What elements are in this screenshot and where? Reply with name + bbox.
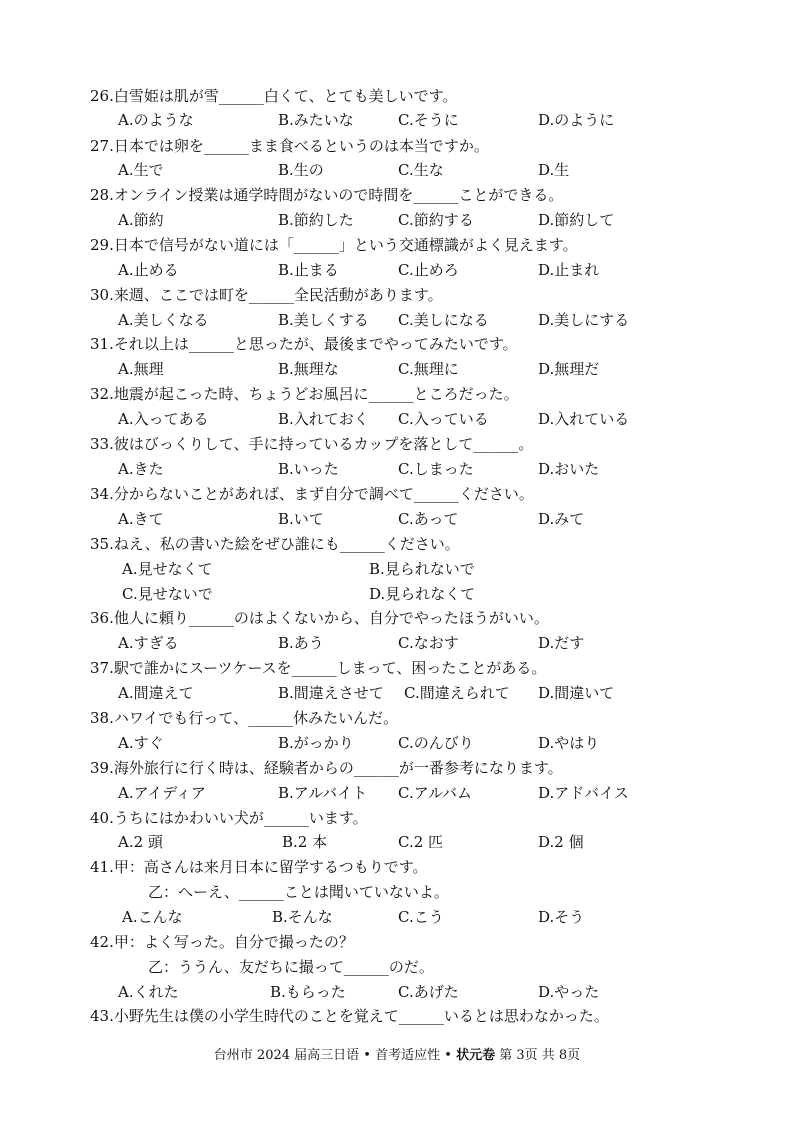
dialog-text: ことは聞いていないよ。 (283, 883, 449, 901)
answer-option[interactable]: D.だす (538, 634, 585, 652)
answer-option[interactable]: B.みたいな (278, 111, 354, 129)
question-text: 地震が起こった時、ちょうどお風呂に (113, 385, 369, 403)
question-number: 26. (90, 87, 114, 105)
answer-option[interactable]: A.見せなくて (122, 560, 213, 578)
answer-option[interactable]: C.しまった (398, 460, 474, 478)
answer-option[interactable]: A.こんな (122, 908, 183, 926)
answer-option[interactable]: B.生の (278, 161, 324, 179)
blank: ______ (248, 286, 294, 304)
options-row (0, 584, 794, 604)
options-row (0, 509, 794, 529)
footer-page-info: 第 3页 共 8页 (499, 1048, 581, 1063)
blank: ______ (203, 137, 249, 155)
question-text: と思ったが、最後までやってみたいです。 (233, 335, 518, 353)
answer-option[interactable]: A.止める (118, 261, 179, 279)
options-row (0, 907, 794, 927)
answer-option[interactable]: B.無理な (278, 360, 339, 378)
blank: ______ (238, 883, 284, 901)
question-text: しまって、困ったことがある。 (336, 659, 547, 677)
options-row (0, 110, 794, 130)
blank: ______ (339, 535, 385, 553)
question-text: ハワイでも行って、 (113, 709, 249, 727)
answer-option[interactable]: D.アドバイス (538, 784, 629, 802)
question-number: 32. (90, 385, 114, 403)
answer-option[interactable]: C.こう (398, 908, 444, 926)
answer-option[interactable]: B.節約した (278, 211, 354, 229)
footer-prefix: 台州市 2024 届高三日语 (213, 1048, 360, 1063)
answer-option[interactable]: D.やった (538, 983, 600, 1001)
footer-middle: 首考适应性 (375, 1048, 441, 1063)
page-footer (0, 1047, 794, 1065)
question-text: ください。 (458, 485, 534, 503)
question-text: 」という交通標識がよく見えます。 (338, 236, 578, 254)
answer-option[interactable]: D.無理だ (538, 360, 600, 378)
question-number: 31. (90, 335, 114, 353)
dialog-line (148, 882, 449, 902)
options-row (0, 359, 794, 379)
options-row (0, 733, 794, 753)
answer-option[interactable]: A.間違えて (118, 684, 194, 702)
question-33 (90, 434, 533, 454)
dialog-line (148, 957, 434, 977)
blank: ______ (248, 709, 294, 727)
answer-option[interactable]: B.止まる (278, 261, 339, 279)
answer-option[interactable]: B.そんな (272, 908, 333, 926)
options-row (0, 982, 794, 1002)
answer-option[interactable]: D.見られなくて (369, 585, 476, 603)
dialog-text: 乙：へーえ、 (148, 883, 239, 901)
answer-option[interactable]: A.きた (118, 460, 164, 478)
question-30 (90, 285, 443, 305)
question-number: 38. (90, 709, 114, 727)
question-text: うちにはかわいい犬が (113, 809, 264, 827)
question-32 (90, 384, 519, 404)
blank: ______ (353, 759, 399, 777)
answer-option[interactable]: A.美しくなる (118, 311, 209, 329)
answer-option[interactable]: D.止まれ (538, 261, 600, 279)
question-text: オンライン授業は通学時間がないので時間を (113, 186, 414, 204)
answer-option[interactable]: B.2 本 (282, 833, 328, 851)
answer-option[interactable]: C.見せないで (122, 585, 213, 603)
question-text: それ以上は (113, 335, 189, 353)
question-41 (90, 857, 428, 877)
question-number: 42. (90, 933, 114, 951)
blank: ______ (263, 809, 309, 827)
options-row (0, 559, 794, 579)
blank: ______ (188, 609, 234, 627)
answer-option[interactable]: A.生で (118, 161, 164, 179)
question-number: 29. (90, 236, 114, 254)
answer-option[interactable]: B.もらった (270, 983, 346, 1001)
question-text: 海外旅行に行く時は、経験者からの (113, 759, 354, 777)
answer-option[interactable]: A.のような (118, 111, 194, 129)
question-number: 36. (90, 609, 114, 627)
options-row (0, 310, 794, 330)
answer-option[interactable]: B.入れておく (278, 410, 369, 428)
answer-option[interactable]: D.美しにする (538, 311, 630, 329)
answer-option[interactable]: D.節約して (538, 211, 615, 229)
answer-option[interactable]: D.おいた (538, 460, 600, 478)
question-27 (90, 136, 489, 156)
question-number: 28. (90, 186, 114, 204)
footer-separator: • (444, 1048, 452, 1063)
dialog-text: のだ。 (388, 958, 434, 976)
footer-separator: • (363, 1048, 371, 1063)
question-number: 39. (90, 759, 114, 777)
blank: ______ (413, 186, 459, 204)
answer-option[interactable]: B.がっかり (278, 734, 354, 752)
question-text: 甲：高さんは来月日本に留学するつもりです。 (113, 858, 428, 876)
answer-option[interactable]: C.美しになる (398, 311, 489, 329)
question-43 (90, 1006, 609, 1026)
answer-option[interactable]: C.2 匹 (398, 833, 444, 851)
answer-option[interactable]: D.生 (538, 161, 570, 179)
answer-option[interactable]: B.いて (278, 510, 324, 528)
answer-option[interactable]: B.いった (278, 460, 339, 478)
question-number: 33. (90, 435, 114, 453)
options-row (0, 633, 794, 653)
answer-option[interactable]: D.みて (538, 510, 585, 528)
question-number: 35. (90, 535, 114, 553)
answer-option[interactable]: C.無理に (398, 360, 459, 378)
options-row (0, 409, 794, 429)
answer-option[interactable]: D.のように (538, 111, 615, 129)
question-37 (90, 658, 546, 678)
answer-option[interactable]: D.2 個 (538, 833, 584, 851)
question-36 (90, 608, 549, 628)
answer-option[interactable]: C.間違えられて (404, 684, 510, 702)
answer-option[interactable]: B.美しくする (278, 311, 369, 329)
answer-option[interactable]: C.あげた (398, 983, 459, 1001)
question-text: が一番参考になります。 (398, 759, 563, 777)
question-26 (90, 86, 457, 106)
answer-option[interactable]: D.そう (538, 908, 585, 926)
question-text: 小野先生は僕の小学生時代のことを覚えて (113, 1007, 399, 1025)
question-text: 休みたいんだ。 (293, 709, 399, 727)
answer-option[interactable]: C.生な (398, 161, 444, 179)
question-40 (90, 808, 368, 828)
blank: ______ (343, 958, 389, 976)
question-text: いるとは思わなかった。 (443, 1007, 609, 1025)
answer-option[interactable]: A.きて (118, 510, 164, 528)
question-text: のはよくないから、自分でやったほうがいい。 (233, 609, 549, 627)
options-row (0, 260, 794, 280)
question-text: まま食べるというのは本当ですか。 (248, 137, 489, 155)
question-29 (90, 235, 578, 255)
options-row (0, 160, 794, 180)
blank: ______ (188, 335, 234, 353)
blank: ______ (218, 87, 264, 105)
blank: ______ (413, 485, 459, 503)
question-text: ねえ、私の書いた絵をぜひ誰にも (113, 535, 340, 553)
question-text: ところだった。 (413, 385, 519, 403)
answer-option[interactable]: A.節約 (118, 211, 164, 229)
question-number: 30. (90, 286, 114, 304)
question-31 (90, 334, 518, 354)
question-text: 白雪姫は肌が雪 (113, 87, 219, 105)
question-35 (90, 534, 460, 554)
options-row (0, 832, 794, 852)
answer-option[interactable]: D.やはり (538, 734, 600, 752)
question-34 (90, 484, 534, 504)
answer-option[interactable]: C.あって (398, 510, 459, 528)
answer-option[interactable]: B.見られないで (369, 560, 475, 578)
question-text: 日本では卵を (113, 137, 204, 155)
question-text: 甲：よく写った。自分で撮ったの？ (113, 933, 354, 951)
blank: ______ (293, 236, 339, 254)
question-text: 駅で誰かにスーツケースを (113, 659, 292, 677)
question-number: 43. (90, 1007, 114, 1025)
options-row (0, 210, 794, 230)
answer-option[interactable]: C.入っている (398, 410, 489, 428)
options-row (0, 683, 794, 703)
question-38 (90, 708, 398, 728)
question-text: います。 (308, 809, 368, 827)
answer-option[interactable]: A.くれた (118, 983, 179, 1001)
question-39 (90, 758, 563, 778)
answer-option[interactable]: C.アルバム (398, 784, 473, 802)
answer-option[interactable]: A.無理 (118, 360, 164, 378)
question-text: 分からないことがあれば、まず自分で調べて (113, 485, 414, 503)
answer-option[interactable]: C.のんびり (398, 734, 474, 752)
footer-brand: 状元卷 (456, 1048, 496, 1063)
answer-option[interactable]: A.アイディア (118, 784, 207, 802)
blank: ______ (368, 385, 414, 403)
question-text: 白くて、とても美しいです。 (263, 87, 458, 105)
blank: ______ (473, 435, 519, 453)
question-text: 日本で信号がない道には「 (113, 236, 294, 254)
question-text: 全民活動があります。 (293, 286, 443, 304)
answer-option[interactable]: D.入れている (538, 410, 630, 428)
answer-option[interactable]: C.止めろ (398, 261, 459, 279)
dialog-text: 乙：ううん、友だちに撮って (148, 958, 344, 976)
answer-option[interactable]: B.アルバイト (278, 784, 368, 802)
blank: ______ (291, 659, 337, 677)
question-number: 41. (90, 858, 114, 876)
answer-option[interactable]: B.間違えさせて (278, 684, 384, 702)
answer-option[interactable]: C.なおす (398, 634, 459, 652)
question-number: 37. (90, 659, 114, 677)
answer-option[interactable]: C.そうに (398, 111, 459, 129)
options-row (0, 783, 794, 803)
answer-option[interactable]: A.2 頭 (118, 833, 163, 851)
question-number: 40. (90, 809, 114, 827)
answer-option[interactable]: C.節約する (398, 211, 474, 229)
question-text: 来週、ここでは町を (113, 286, 249, 304)
question-text: 。 (518, 435, 534, 453)
answer-option[interactable]: A.すぎる (118, 634, 179, 652)
question-28 (90, 185, 563, 205)
blank: ______ (398, 1007, 444, 1025)
question-42 (90, 932, 354, 952)
question-number: 34. (90, 485, 114, 503)
question-text: ことができる。 (458, 186, 564, 204)
question-text: ください。 (384, 535, 460, 553)
question-number: 27. (90, 137, 114, 155)
answer-option[interactable]: D.間違いて (538, 684, 615, 702)
question-text: 彼はびっくりして、手に持っているカップを落として (113, 435, 474, 453)
answer-option[interactable]: B.あう (278, 634, 324, 652)
options-row (0, 459, 794, 479)
question-text: 他人に頼り (113, 609, 189, 627)
answer-option[interactable]: A.入ってある (118, 410, 209, 428)
answer-option[interactable]: A.すぐ (118, 734, 164, 752)
